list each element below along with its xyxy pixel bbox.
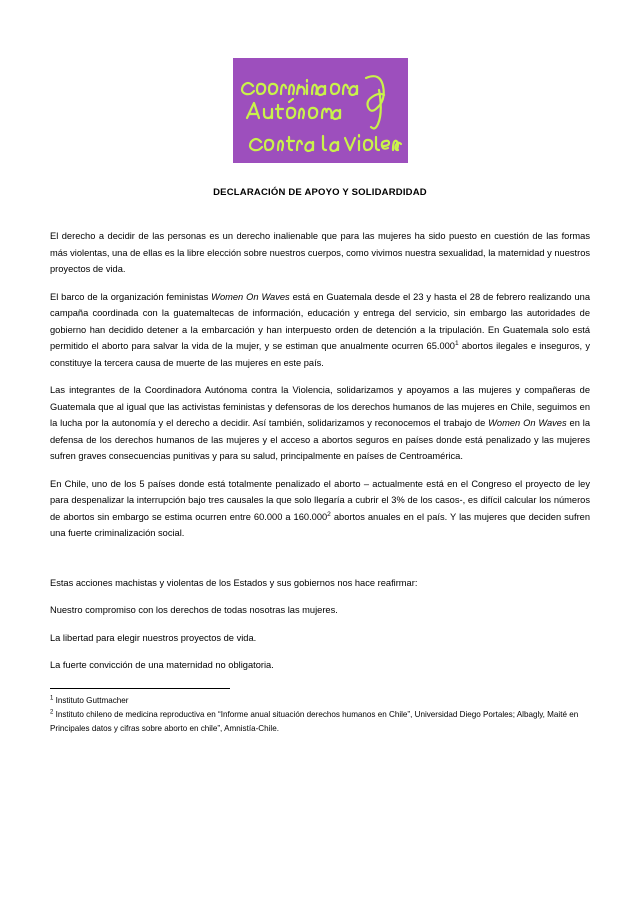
paragraph-1-run-1: El derecho a decidir de las personas es un derecho inalienable que para las mujeres ha sido puesto en cuestión de las formas más violentas, una de ellas es la libre elección sobre nuestros cuerpos, como vivimos nuestra sexualidad, la maternidad y nuestros proyectos de vida. [50,231,591,274]
paragraph-3 [50,382,590,465]
document-body [50,228,590,674]
footnote-ref-1: 1 [454,339,459,347]
footnote-separator [50,688,230,689]
paragraph-3-run-1: Las integrantes de la Coordinadora Autónoma contra la Violencia, solidarizamos y apoyamos a las mujeres y compañeras de Guatemala que al igual que las activistas feministas y defensoras de los derechos humanos de las mujeres en Chile, seguimos en la lucha por la autonomía y el derecho a decidir. Así también, solidarizamos y reconocemos el trabajo de [50,385,590,428]
footnote-2-text: Instituto chileno de medicina reproductiva en “Informe anual situación derechos humanos en Chile”, Universidad Diego Portales; Albagly, Maité en Principales datos y cifras sobre aborto en chile”, Amnistía-Chile. [50,710,579,733]
paragraph-2-italic-women-on-waves: Women On Waves [211,291,290,302]
closing-line-4: La fuerte convicción de una maternidad no obligatoria. [50,660,274,670]
paragraph-2-run-3: está en Guatemala desde el 23 y hasta el 28 de febrero realizando una campaña coordinada con la guatemaltecas de información, educación y entrega del servicio, sin embargo las autoridades de gobierno han decidido detener a la embarcación y han interpuesto orden de detención a la tripulación. En Guatemala solo está permitido el aborto para salvar la vida de la mujer, y se estiman que anualmente ocurren 65.000 [50,291,590,351]
paragraph-3-italic-women-on-waves: Women On Waves [488,418,567,428]
footnote-1-marker: 1 [50,694,54,701]
paragraph-3-run-3: en la defensa de los derechos humanos de las mujeres y el acceso a abortos seguros en países donde está penalizado y las mujeres sufren graves consecuencias punitivas y para su salud, principalmente en países de Centroamérica. [50,418,590,461]
footnote-2-marker: 2 [50,709,54,716]
closing-line-2: Nuestro compromiso con los derechos de todas nosotras las mujeres. [50,605,338,615]
coordinadora-autonoma-logo [233,58,408,163]
footnotes-section [50,694,590,736]
paragraph-1 [50,228,590,278]
paragraph-4-run-3: abortos anuales en el país. Y las mujeres que deciden sufren una fuerte criminalización social. [50,511,591,538]
closing-line-3: La libertad para elegir nuestros proyectos de vida. [50,632,257,643]
paragraph-4 [50,476,590,542]
footnote-1 [50,694,590,708]
paragraph-2-run-1: El barco de la organización feministas [50,291,212,302]
document-title: DECLARACIÓN DE APOYO Y SOLIDARDIDAD [213,187,427,198]
paragraph-2-run-5: abortos ilegales e inseguros, y constituye la tercera causa de muerte de las mujeres en este país. [50,341,590,368]
footnote-2 [50,708,590,735]
paragraph-2 [50,289,590,372]
logo-container [50,0,590,163]
footnote-1-text: Instituto Guttmacher [53,695,129,705]
logo-handwriting-icon [233,58,408,163]
closing-line-1: Estas acciones machistas y violentas de los Estados y sus gobiernos nos hace reafirmar: [50,577,418,588]
paragraph-4-run-1: En Chile, uno de los 5 países donde está totalmente penalizado el aborto – actualmente está en el Congreso el proyecto de ley para despenalizar la interrupción bajo tres causales la que solo llegaría a cubrir el 3% de los casos-, es difícil calcular los números de abortos sin embargo se estima ocurren entre 60.000 a 160.000 [50,478,590,522]
section-spacer [50,553,590,575]
footnote-ref-2: 2 [327,510,331,518]
